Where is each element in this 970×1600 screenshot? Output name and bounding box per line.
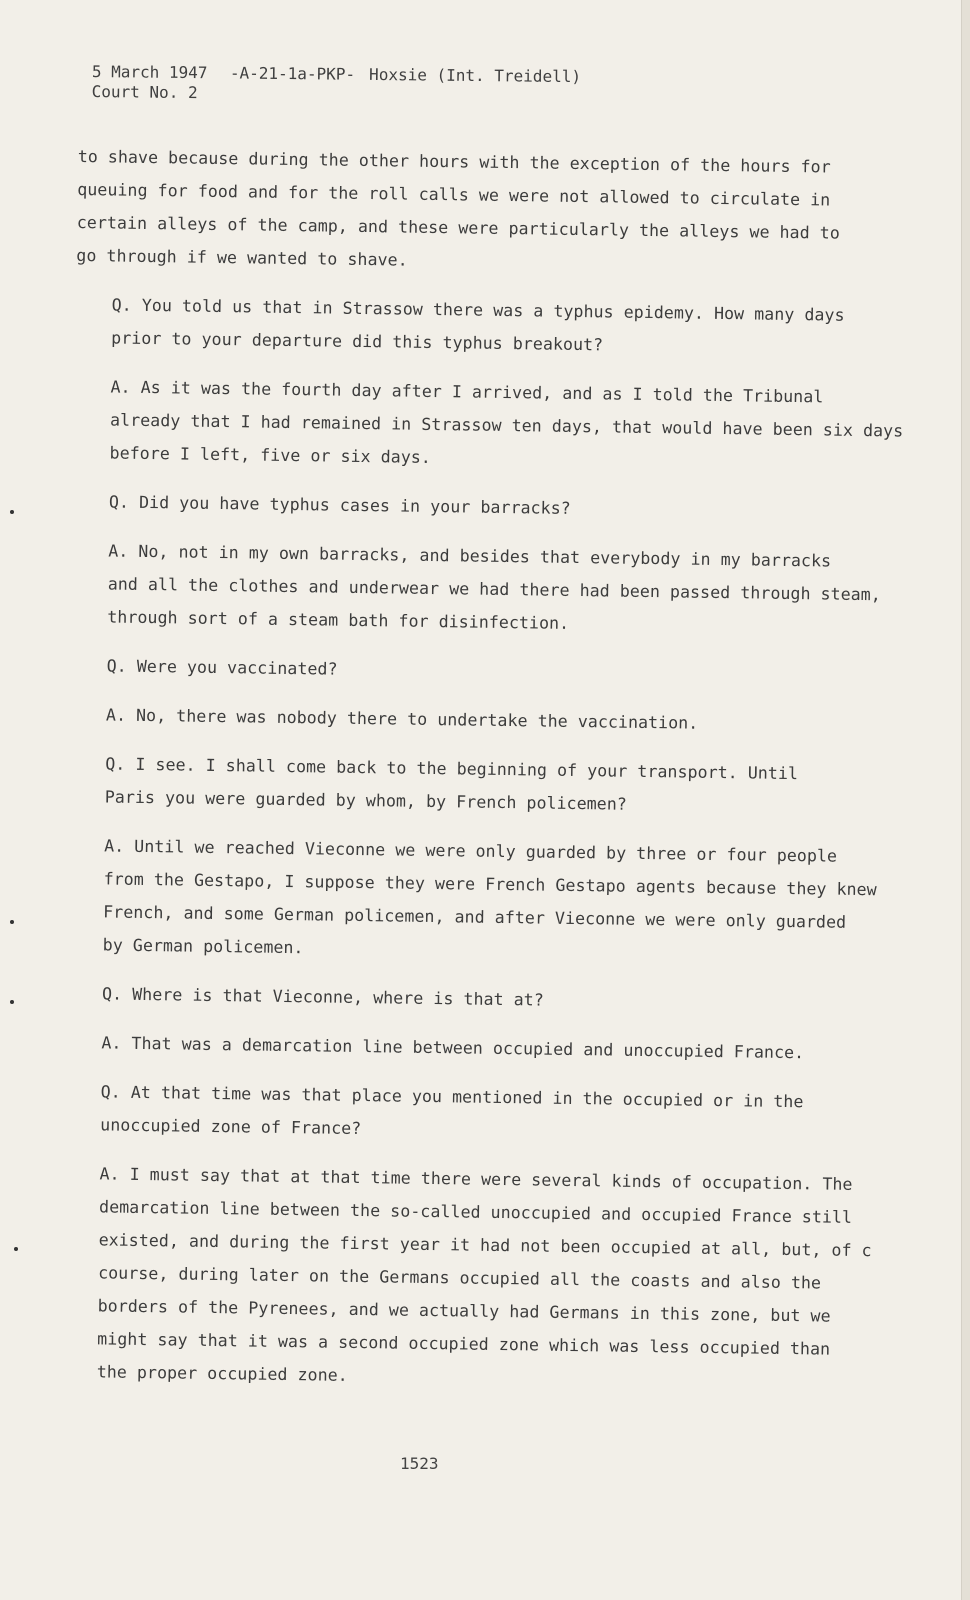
transcript-paragraph xyxy=(66,977,876,1021)
transcript-paragraph xyxy=(69,747,880,824)
transcript-line: Paris you were guarded by whom, by French policemen? xyxy=(104,787,628,814)
transcript-line: Q. Did you have typhus cases in your barracks? xyxy=(108,492,571,518)
transcript-line: demarcation line between the so-called unoccupied and occupied France still xyxy=(98,1197,853,1227)
header-court: Court No. 2 xyxy=(91,81,198,103)
transcript-line: already that I had remained in Strassow ten days, that would have been six days xyxy=(109,410,904,441)
transcript-line: to shave because during the other hours with the exception of the hours for xyxy=(77,146,831,177)
transcript-paragraph xyxy=(71,534,882,644)
transcript-line: A. I must say that at that time there were several kinds of occupation. The xyxy=(99,1164,853,1194)
transcript-line: A. No, not in my own barracks, and besides that everybody in my barracks xyxy=(108,541,832,571)
transcript-line: the proper occupied zone. xyxy=(96,1362,348,1385)
transcript-body xyxy=(60,140,904,1415)
transcript-line: A. No, there was nobody there to undertake the vaccination. xyxy=(105,705,699,733)
transcript-line: certain alleys of the camp, and these were particularly the alleys we had to xyxy=(76,212,840,243)
transcript-paragraph xyxy=(65,1026,875,1070)
transcript-line: borders of the Pyrenees, and we actually had Germans in this zone, but we xyxy=(97,1296,831,1326)
transcript-paragraph xyxy=(70,649,880,693)
transcript-line: by German policemen. xyxy=(102,935,304,958)
binding-mark xyxy=(10,1000,14,1004)
transcript-line: course, during later on the Germans occupied all the coasts and also the xyxy=(98,1263,822,1293)
transcript-line: go through if we wanted to shave. xyxy=(76,245,408,270)
transcript-line: from the Gestapo, I suppose they were French Gestapo agents because they knew xyxy=(103,869,877,900)
transcript-paragraph xyxy=(75,288,886,365)
transcript-line: A. That was a demarcation line between occupied and unoccupied France. xyxy=(101,1033,805,1063)
transcript-line: French, and some German policemen, and after Vieconne we were only guarded xyxy=(103,902,847,932)
transcript-line: before I left, five or six days. xyxy=(109,443,432,467)
transcript-paragraph xyxy=(70,698,880,742)
header-date: 5 March 1947 xyxy=(91,62,208,83)
binding-mark xyxy=(10,510,14,514)
transcript-line: Q. Were you vaccinated? xyxy=(106,656,338,679)
document-header xyxy=(92,62,582,107)
transcript-line: Q. Where is that Vieconne, where is that at? xyxy=(101,984,544,1010)
page-number: 1523 xyxy=(400,1454,439,1473)
transcript-line: and all the clothes and underwear we had there had been passed through steam, xyxy=(107,574,881,605)
transcript-line: Q. At that time was that place you mentioned in the occupied or in the xyxy=(100,1082,804,1112)
transcript-paragraph xyxy=(64,1075,875,1152)
transcript-line: A. As it was the fourth day after I arrived, and as I told the Tribunal xyxy=(110,377,824,407)
transcript-paragraph xyxy=(67,829,879,972)
transcript-line: A. Until we reached Vieconne we were only guarded by three or four people xyxy=(104,836,838,866)
transcript-paragraph xyxy=(61,1157,874,1399)
transcript-line: Q. You told us that in Strassow there was a typhus epidemy. How many days xyxy=(111,295,845,325)
page-edge xyxy=(962,0,970,1600)
transcript-paragraph xyxy=(76,140,888,283)
transcript-line: through sort of a steam bath for disinfection. xyxy=(107,607,570,633)
header-speaker: Hoxsie (Int. Treidell) xyxy=(369,64,582,87)
transcript-paragraph xyxy=(73,370,904,480)
transcript-line: queuing for food and for the roll calls we were not allowed to circulate in xyxy=(77,179,831,210)
header-code: -A-21-1a-PKP- xyxy=(229,63,356,84)
transcript-line: existed, and during the first year it had not been occupied at all, but, of c xyxy=(98,1230,872,1261)
transcript-line: might say that it was a second occupied zone which was less occupied than xyxy=(97,1329,831,1359)
binding-mark xyxy=(14,1247,18,1251)
transcript-line: prior to your departure did this typhus breakout? xyxy=(111,328,604,355)
binding-mark xyxy=(10,920,14,924)
transcript-paragraph xyxy=(73,485,883,529)
transcript-line: Q. I see. I shall come back to the beginning of your transport. Until xyxy=(105,754,799,784)
transcript-line: unoccupied zone of France? xyxy=(100,1115,362,1139)
